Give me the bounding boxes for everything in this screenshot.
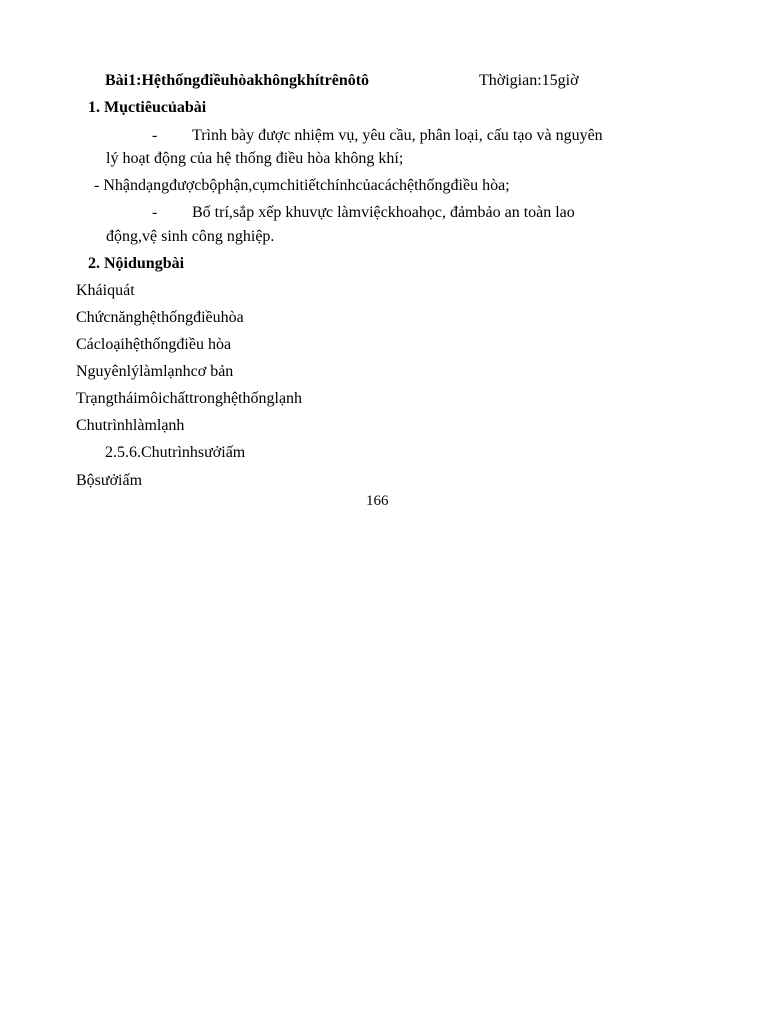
objective-3-line-1: Bố trí,sắp xếp khuvực làmviệckhoahọc, đảmbảo an toàn lao — [192, 204, 575, 221]
content-item-cooling-cycle: Chutrìnhlàmlạnh — [76, 417, 185, 434]
objective-2: - Nhậndạngđượcbộphận,cụmchitiếtchínhcủacáchệthốngđiều hòa; — [94, 177, 510, 194]
section-2-heading: 2. Nộidungbài — [88, 255, 185, 272]
page-number: 166 — [366, 493, 389, 509]
content-item-heating-cycle: 2.5.6.Chutrìnhsưởiấm — [105, 444, 246, 461]
content-item-types: Cácloạihệthốngđiều hòa — [76, 336, 232, 353]
content-item-heater: Bộsưởiấm — [76, 472, 143, 489]
lesson-duration: Thờigian:15giờ — [479, 72, 579, 89]
section-1-heading: 1. Mụctiêucủabài — [88, 99, 207, 116]
objective-1-line-1: Trình bày được nhiệm vụ, yêu cầu, phân loại, cấu tạo và nguyên — [192, 127, 603, 144]
content-item-overview: Kháiquát — [76, 282, 135, 299]
objective-1-line-2: lý hoạt động của hệ thống điều hòa không khí; — [106, 150, 404, 167]
content-item-cooling-principle: Nguyênlýlàmlạnhcơ bản — [76, 363, 234, 380]
content-item-functions: Chứcnănghệthốngđiềuhòa — [76, 309, 244, 326]
objective-3-bullet: - — [152, 204, 158, 221]
lesson-title: Bài1:Hệthốngđiềuhòakhôngkhítrênôtô — [105, 72, 370, 89]
objective-1-bullet: - — [152, 127, 158, 144]
objective-3-line-2: động,vệ sinh công nghiệp. — [106, 228, 275, 245]
content-item-refrigerant-states: Trạngtháimôichấttronghệthốnglạnh — [76, 390, 303, 407]
